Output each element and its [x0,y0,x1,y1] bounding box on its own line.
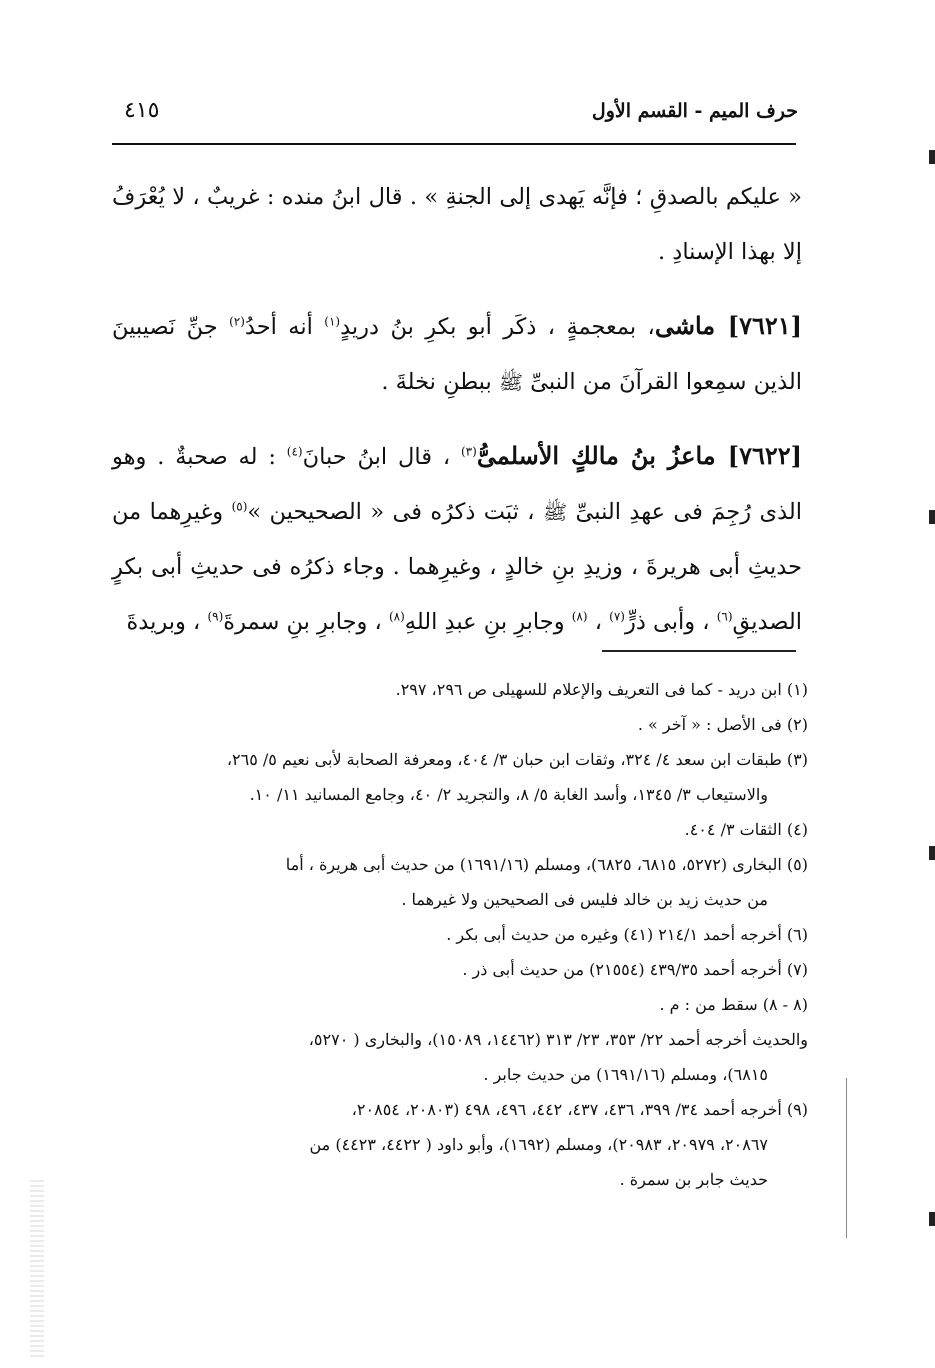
footnote-2: (٢) فى الأصل : « آخر » . [637,715,808,734]
running-header [112,96,798,140]
entry-text: وغيرِهما من حديثِ أبى هريرةَ ، وزيدِ بنِ خالدٍ ، وغيرِهما . وجاء ذكرُه فى حديثِ أبى بكرٍ الصديقِ [112,499,802,635]
footnote-7: (٧) أخرجه أحمد ٤٣٩/٣٥ (٢١٥٥٤) من حديث أبى ذر . [462,960,808,979]
scan-edge-mark [929,510,935,524]
scan-artifact-line [846,1078,847,1238]
footnote-ref: (٥) [231,499,248,514]
scan-edge-mark [929,150,935,164]
entry-heading: [٧٦٢٢] ماعزُ بنُ مالكٍ الأسلمىُّ [476,441,803,470]
entry-text: ، قال ابنُ حبانَ [302,444,461,470]
footnote-ref: (٤) [286,444,303,459]
entry-text: ، وأبى ذرٍّ [624,609,717,635]
entry-heading: [٧٦٢١] ماشى [654,311,802,340]
footnote-6: (٦) أخرجه أحمد ٢١٤/١ (٤١) وغيره من حديث أبى بكر . [446,925,808,944]
footnote-ref: (٨) [571,609,588,624]
footnote-ref: (٩) [207,609,224,624]
footnote-9-cont: حديث جابر بن سمرة . [619,1170,768,1189]
footnote-1: (١) ابن دريد - كما فى التعريف والإعلام للسهيلى ص ٢٩٦، ٢٩٧. [395,680,808,699]
entry-text: ، ثبَت ذكرُه فى « الصحيحين » [247,499,543,525]
footnote-9-cont: ٢٠٨٦٧، ٢٠٩٧٩، ٢٠٩٨٣)، ومسلم (١٦٩٢)، وأبو داود ( ٤٤٢٢، ٤٤٢٣) من [309,1135,768,1154]
entry-text: ، وبريدةَ [126,609,208,635]
footnote-ref: (٧) [609,609,625,624]
entry-text: ، بمعجمةٍ ، ذكَر أبو بكرِ بنُ دريدٍ [340,314,655,340]
footnote-5: (٥) البخارى (٥٢٧٢، ٦٨١٥، ٦٨٢٥)، ومسلم (١٦٩١/١٦) من حديث أبى هريرة ، أما [285,855,808,874]
scan-edge-mark [929,846,935,860]
salawat-glyph: ﷺ [542,500,568,524]
paragraph-continuation: « عليكم بالصدقِ ؛ فإنَّه يَهدى إلى الجنةِ » . قال ابنُ منده : غريبٌ ، لا يُعْرَفُ إلا بهذا الإسنادِ . [112,184,802,265]
entry-text: ببطنِ نخلةَ . [381,369,499,395]
footnote-8: (٨ - ٨) سقط من : م . [659,995,808,1014]
footnote-4: (٤) الثقات ٣/ ٤٠٤. [684,820,808,839]
footnote-ref: (٢) [229,314,245,329]
entry-text: : له صحبةٌ . وهو الذى رُجِمَ فى عهدِ النبىِّ [112,444,802,525]
footnote-5-cont: من حديث زيد بن خالد فليس فى الصحيحين ولا غيرهما . [401,890,768,909]
scan-noise [30,1180,44,1360]
footnote-ref: (٨) [388,609,405,624]
footnotes [112,672,808,1197]
footnote-ref: (٦) [716,609,733,624]
footnote-3: (٣) طبقات ابن سعد ٤/ ٣٢٤، وثقات ابن حبان ٣/ ٤٠٤، ومعرفة الصحابة لأبى نعيم ٥/ ٢٦٥، [226,750,808,769]
entry-text: ، [587,609,610,635]
chapter-title: حرف الميم - القسم الأول [591,100,798,122]
salawat-glyph: ﷺ [498,370,524,394]
scan-edge-mark [929,1212,935,1226]
entry-7621 [112,298,802,410]
entry-text: جنِّ نَصيبينَ الذين سمِعوا القرآنَ من النبىِّ [112,314,802,395]
footnote-9: (٩) أخرجه أحمد ٣٤/ ٣٩٩، ٤٣٦، ٤٣٧، ٤٤٢، ٤٩٦، ٤٩٨ (٢٠٨٠٣، ٢٠٨٥٤، [351,1100,808,1119]
entry-text: ، وجابرِ بنِ سمرةَ [223,609,389,635]
footnote-ref: (٣) [460,444,477,459]
footnote-8-cont: ٦٨١٥)، ومسلم (١٦٩١/١٦) من حديث جابر . [483,1065,768,1084]
entry-text: وجابرِ بنِ عبدِ اللهِ [404,609,572,635]
footnote-ref: (١) [324,314,341,329]
main-text [112,170,802,650]
header-rule [112,143,796,145]
page-number: ٤١٥ [124,98,160,123]
entry-text: أنه أحدُ [244,314,325,340]
footnote-3-cont: والاستيعاب ٣/ ١٣٤٥، وأسد الغابة ٥/ ٨، والتجريد ٢/ ٤٠، وجامع المسانيد ١١/ ١٠. [249,785,768,804]
footnote-8-detail: والحديث أخرجه أحمد ٢٢/ ٣٥٣، ٢٣/ ٣١٣ (١٤٤٦٢، ١٥٠٨٩)، والبخارى ( ٥٢٧٠، [308,1030,808,1049]
entry-7622 [112,428,802,650]
footnote-separator [602,650,796,652]
